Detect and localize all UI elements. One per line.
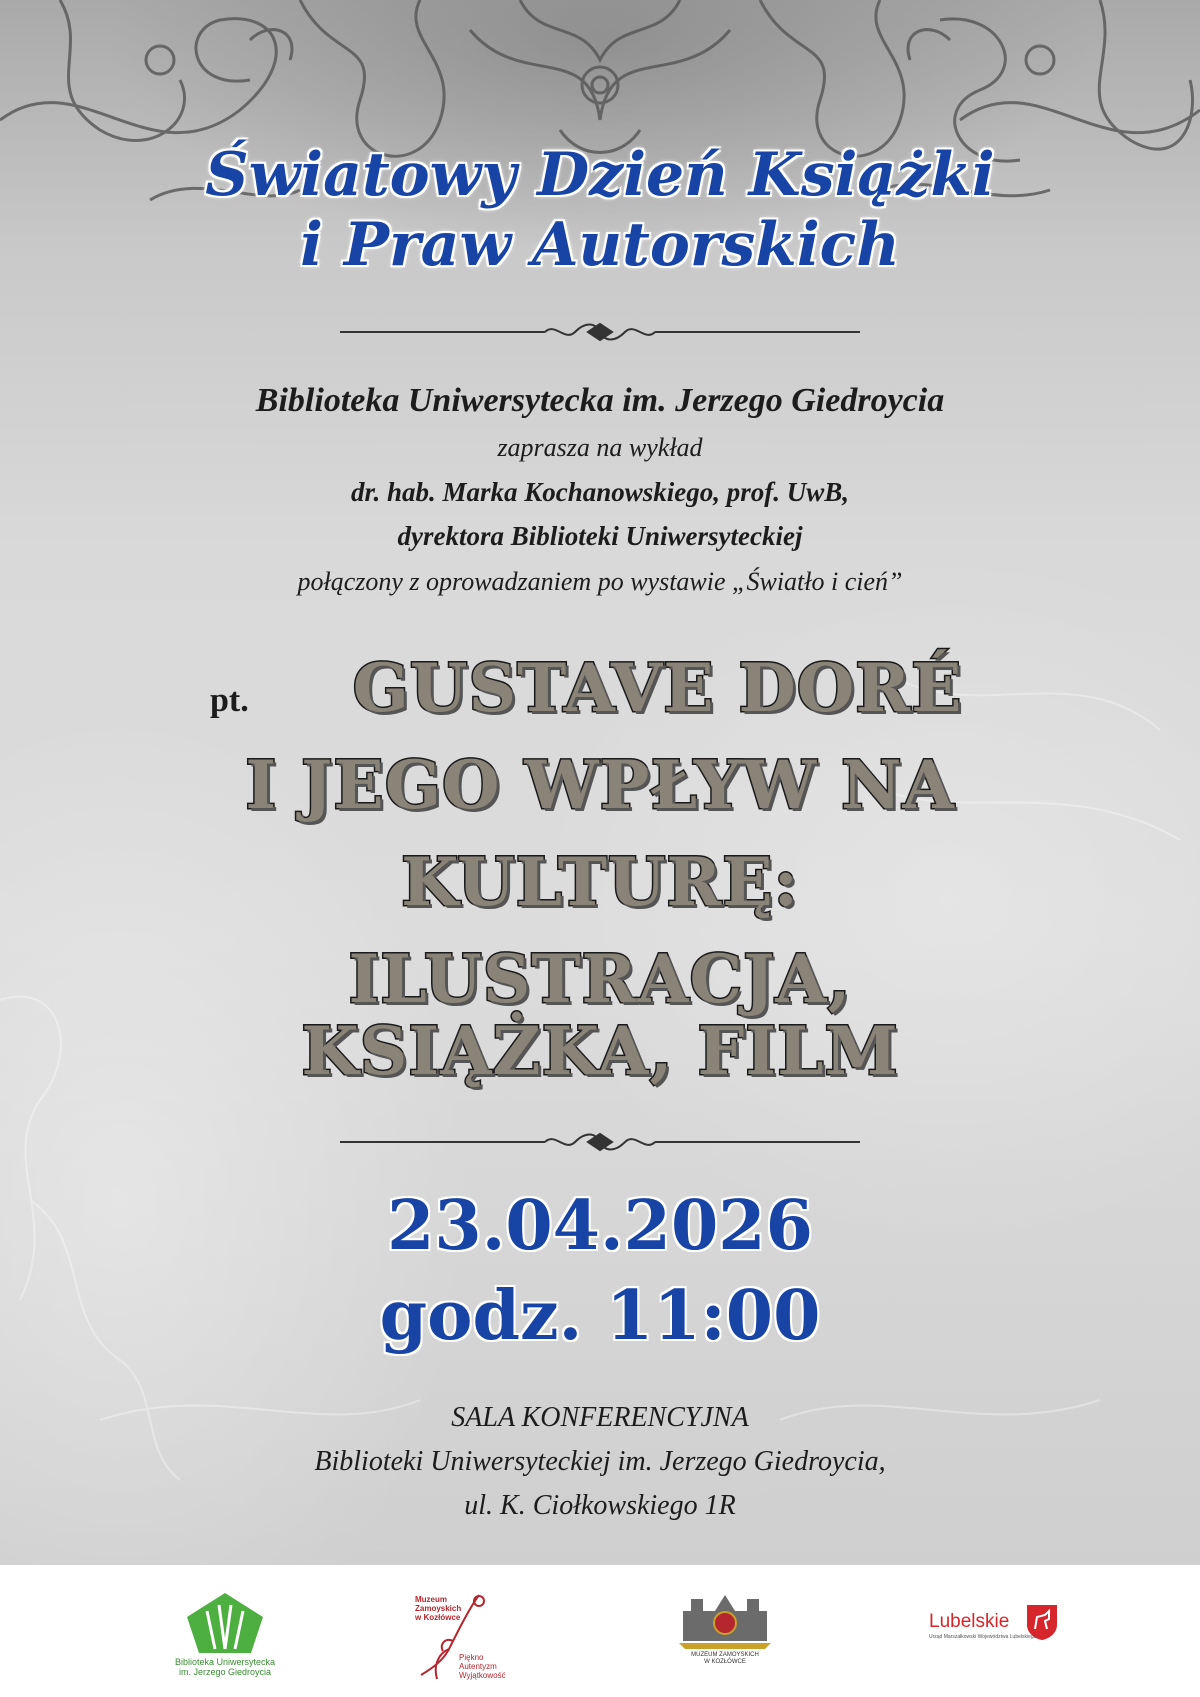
region-caption: Urząd Marszałkowski Województwa Lubelskiego <box>929 1634 1037 1640</box>
title-prefix: pt. <box>210 682 249 719</box>
partner-logos-footer <box>0 1565 1200 1697</box>
region-name: Lubelskie <box>929 1611 1010 1632</box>
museum-motto-line2: Autentyzm <box>459 1662 497 1672</box>
event-date: 23.04.2026 <box>387 1186 813 1266</box>
speaker-title: dyrektora Biblioteki Uniwersyteckiej <box>397 521 803 551</box>
lecture-title-line3: KULTURĘ: <box>401 843 799 921</box>
museum-logo <box>405 1565 525 1697</box>
lecture-title-line4: ILUSTRACJA, <box>348 940 852 1018</box>
event-title-line1: Światowy Dzień Książki <box>205 140 995 210</box>
museum-name-line2: Zamoyskich <box>415 1604 462 1614</box>
library-caption-line2: im. Jerzego Giedroycia <box>178 1667 272 1678</box>
venue-building: Biblioteki Uniwersyteckiej im. Jerzego Giedroycia, <box>314 1446 886 1477</box>
palace-crest-logo <box>660 1565 790 1666</box>
ornamental-divider <box>340 320 860 344</box>
museum-motto-line1: Piękno <box>459 1653 484 1662</box>
ornamental-divider-2 <box>340 1130 860 1154</box>
palace-caption-line2: W KOZŁÓWCE <box>704 1658 746 1665</box>
institution-name: Biblioteka Uniwersytecka im. Jerzego Giedroycia <box>255 382 945 419</box>
pentagon-book-icon <box>185 1591 265 1655</box>
exhibition-tour-text: połączony z oprowadzaniem po wystawie „Światło i cień” <box>297 567 903 596</box>
museum-name-line1: Muzeum <box>415 1595 447 1604</box>
library-logo <box>155 1565 295 1678</box>
event-time: godz. 11:00 <box>379 1276 821 1356</box>
museum-name-line3: w Kozłówce <box>415 1613 461 1623</box>
palace-crest-icon <box>675 1589 775 1651</box>
lecture-title-line1: GUSTAVE DORÉ <box>352 649 963 727</box>
palace-caption-line1: MUZEUM ZAMOYSKICH <box>691 1652 759 1658</box>
lecture-title-line2: I JEGO WPŁYW NA <box>245 746 955 824</box>
venue-address: ul. K. Ciołkowskiego 1R <box>464 1490 736 1521</box>
library-caption-line1: Biblioteka Uniwersytecka <box>174 1657 276 1667</box>
speaker-name: dr. hab. Marka Kochanowskiego, prof. UwB, <box>350 477 850 507</box>
event-title-line2: i Praw Autorskich <box>300 210 900 280</box>
venue-room: SALA KONFERENCYJNA <box>451 1402 749 1433</box>
invite-text: zaprasza na wykład <box>497 433 703 462</box>
museum-motto-line3: Wyjątkowość <box>459 1671 506 1681</box>
lecture-title-line5: KSIĄŻKA, FILM <box>301 1012 899 1090</box>
